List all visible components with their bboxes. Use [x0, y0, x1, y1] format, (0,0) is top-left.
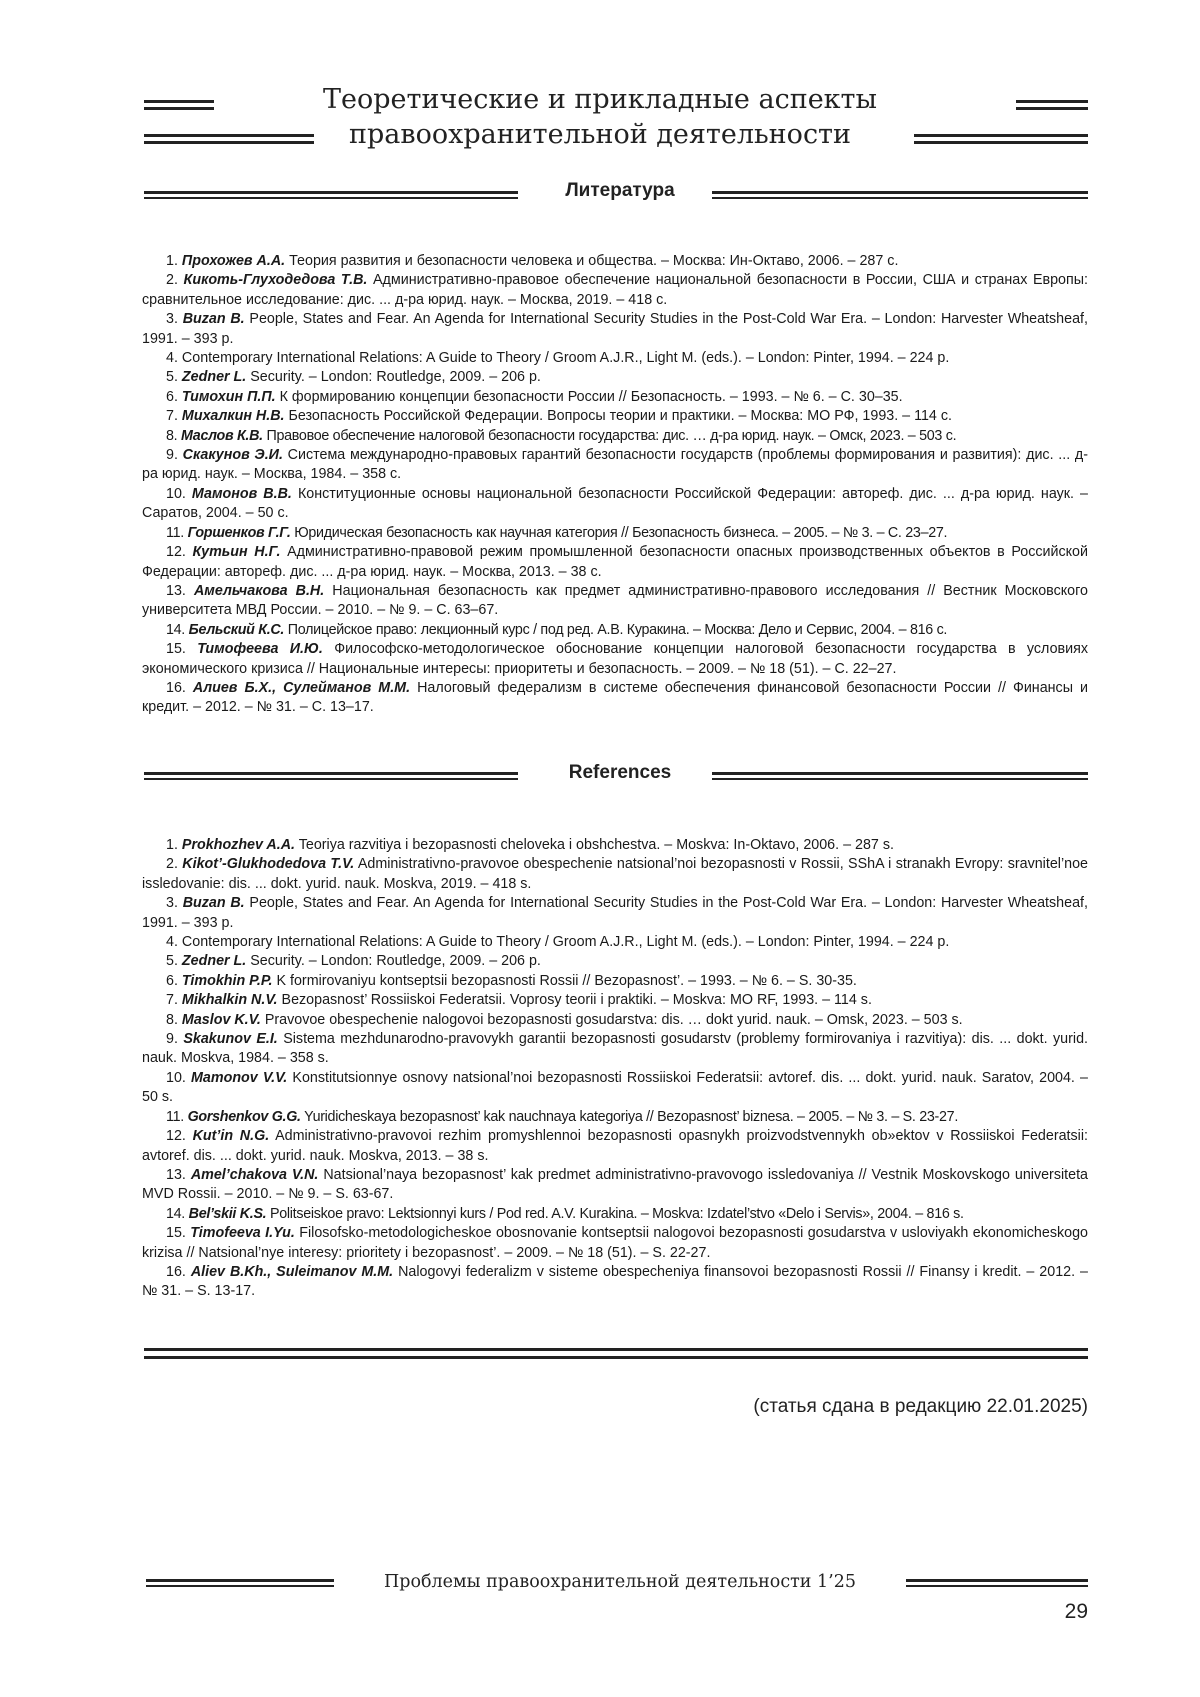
reference-item: 6. Timokhin P.P. K formirovaniyu kontseptsii bezopasnosti Rossii // Bezopasnost’. – 1993. – № 6. – S. 30-35. [142, 972, 1088, 991]
literature-item: 8. Маслов К.В. Правовое обеспечение налоговой безопасности государства: дис. … д-ра юрид. наук. – Омск, 2023. – 503 с. [142, 427, 1088, 446]
literature-item: 1. Прохожев А.А. Теория развития и безопасности человека и общества. – Москва: Ин-Октаво, 2006. – 287 с. [142, 252, 1088, 271]
end-rule [144, 1348, 1088, 1359]
literature-item: 10. Мамонов В.В. Конституционные основы национальной безопасности Российской Федерации: автореф. дис. ... д-ра юрид. наук. – Саратов, 2004. – 50 с. [142, 485, 1088, 524]
literature-list [142, 252, 1088, 718]
literature-item: 11. Горшенков Г.Г. Юридическая безопасность как научная категория // Безопасность бизнеса. – 2005. – № 3. – С. 23–27. [142, 524, 1088, 543]
reference-item: 11. Gorshenkov G.G. Yuridicheskaya bezopasnost’ kak nauchnaya kategoriya // Bezopasnost’ biznesa. – 2005. – № 3. – S. 23-27. [142, 1108, 1088, 1127]
literature-item: 13. Амельчакова В.Н. Национальная безопасность как предмет административно-правового исследования // Вестник Московского университета МВД России. – 2010. – № 9. – С. 63–67. [142, 582, 1088, 621]
header-line-1: Теоретические и прикладные аспекты [300, 82, 900, 117]
reference-item: 14. Bel’skii K.S. Politseiskoe pravo: Lektsionnyi kurs / Pod red. A.V. Kurakina. – Moskva: Izdatel’stvo «Delo i Servis», 2004. – 816 s. [142, 1205, 1088, 1224]
header-line-2: правоохранительной деятельности [300, 117, 900, 152]
reference-item: 12. Kut’in N.G. Administrativno-pravovoi rezhim promyshlennoi bezopasnosti opasnykh proizvodstvennykh ob»ektov v Rossiiskoi Federatsii: avtoref. dis. ... dokt. yurid. nauk. Moskva, 2013. – 38 s. [142, 1127, 1088, 1166]
literature-item: 16. Алиев Б.Х., Сулейманов М.М. Налоговый федерализм в системе обеспечения финансовой безопасности России // Финансы и кредит. – 2012. – № 31. – С. 13–17. [142, 679, 1088, 718]
reference-item: 8. Maslov K.V. Pravovoe obespechenie nalogovoi bezopasnosti gosudarstva: dis. … dokt yurid. nauk. – Omsk, 2023. – 503 s. [142, 1011, 1088, 1030]
reference-item: 5. Zedner L. Security. – London: Routledge, 2009. – 206 p. [142, 952, 1088, 971]
footer-rule-right [906, 1579, 1088, 1587]
reference-item: 7. Mikhalkin N.V. Bezopasnost’ Rossiiskoi Federatsii. Voprosy teorii i praktiki. – Moskva: MO RF, 1993. – 114 s. [142, 991, 1088, 1010]
literature-item: 7. Михалкин Н.В. Безопасность Российской Федерации. Вопросы теории и практики. – Москва: МО РФ, 1993. – 114 с. [142, 407, 1088, 426]
literature-item: 9. Скакунов Э.И. Система международно-правовых гарантий безопасности государств (проблемы формирования и развития): дис. ... д-ра юрид. наук. – Москва, 1984. – 358 с. [142, 446, 1088, 485]
reference-item: 2. Kikot’-Glukhodedova T.V. Administrativno-pravovoe obespechenie natsional’noi bezopasnosti v Rossii, SShA i stranakh Evropy: sravnitel’noe issledovanie: dis. ... dokt. yurid. nauk. Moskva, 2019. – 418 s. [142, 855, 1088, 894]
literature-item: 6. Тимохин П.П. К формированию концепции безопасности России // Безопасность. – 1993. – № 6. – С. 30–35. [142, 388, 1088, 407]
references-rule-right [712, 772, 1088, 780]
literature-item: 2. Кикоть-Глуходедова Т.В. Административно-правовое обеспечение национальной безопасности в России, США и странах Европы: сравнительное исследование: дис. ... д-ра юрид. наук. – Москва, 2019. – 418 с. [142, 271, 1088, 310]
header-rule-left-top [144, 100, 214, 110]
submission-date-note: (статья сдана в редакцию 22.01.2025) [753, 1396, 1088, 1418]
literature-item: 5. Zedner L. Security. – London: Routledge, 2009. – 206 p. [142, 368, 1088, 387]
references-list [142, 836, 1088, 1302]
literature-heading: Литература [520, 180, 720, 202]
footer-rule-left [146, 1579, 334, 1587]
header-rule-right-top [1016, 100, 1088, 110]
literature-item: 12. Кутьин Н.Г. Административно-правовой режим промышленной безопасности опасных производственных объектов в Российской Федерации: автореф. дис. ... д-ра юрид. наук. – Москва, 2013. – 38 с. [142, 543, 1088, 582]
header-rule-left-bottom [144, 134, 314, 144]
references-heading: References [520, 762, 720, 784]
reference-item: 9. Skakunov E.I. Sistema mezhdunarodno-pravovykh garantii bezopasnosti gosudarstv (problemy formirovaniya i razvitiya): dis. ... dokt. yurid. nauk. Moskva, 1984. – 358 s. [142, 1030, 1088, 1069]
header-rule-right-bottom [914, 134, 1088, 144]
reference-item: 3. Buzan B. People, States and Fear. An Agenda for International Security Studies in the Post-Cold War Era. – London: Harvester Wheatsheaf, 1991. – 393 p. [142, 894, 1088, 933]
reference-item: 16. Aliev B.Kh., Suleimanov M.M. Nalogovyi federalizm v sisteme obespecheniya finansovoi bezopasnosti Rossii // Finansy i kredit. – 2012. – № 31. – S. 13-17. [142, 1263, 1088, 1302]
literature-item: 14. Бельский К.С. Полицейское право: лекционный курс / под ред. А.В. Куракина. – Москва: Дело и Сервис, 2004. – 816 с. [142, 621, 1088, 640]
reference-item: 4. Contemporary International Relations: A Guide to Theory / Groom A.J.R., Light M. (eds.). – London: Pinter, 1994. – 224 p. [142, 933, 1088, 952]
literature-rule-left [144, 191, 518, 199]
running-header [300, 82, 900, 152]
literature-item: 15. Тимофеева И.Ю. Философско-методологическое обоснование концепции налоговой безопасности государства в условиях экономического кризиса // Национальные интересы: приоритеты и безопасность. – 2009. – № 18 (51). – С. 22–27. [142, 640, 1088, 679]
reference-item: 10. Mamonov V.V. Konstitutsionnye osnovy natsional’noi bezopasnosti Rossiiskoi Federatsii: avtoref. dis. ... dokt. yurid. nauk. Saratov, 2004. – 50 s. [142, 1069, 1088, 1108]
footer-journal-title: Проблемы правоохранительной деятельности 1’25 [340, 1572, 900, 1592]
reference-item: 13. Amel’chakova V.N. Natsional’naya bezopasnost’ kak predmet administrativno-pravovogo issledovaniya // Vestnik Moskovskogo universiteta MVD Rossii. – 2010. – № 9. – S. 63-67. [142, 1166, 1088, 1205]
literature-item: 3. Buzan B. People, States and Fear. An Agenda for International Security Studies in the Post-Cold War Era. – London: Harvester Wheatsheaf, 1991. – 393 p. [142, 310, 1088, 349]
page-number: 29 [1065, 1600, 1088, 1624]
literature-rule-right [712, 191, 1088, 199]
literature-item: 4. Contemporary International Relations: A Guide to Theory / Groom A.J.R., Light M. (eds.). – London: Pinter, 1994. – 224 p. [142, 349, 1088, 368]
reference-item: 15. Timofeeva I.Yu. Filosofsko-metodologicheskoe obosnovanie kontseptsii nalogovoi bezopasnosti gosudarstva v usloviyakh ekonomicheskogo krizisa // Natsional’nye interesy: prioritety i bezopasnost’. – 2009. – № 18 (51). – S. 22-27. [142, 1224, 1088, 1263]
references-rule-left [144, 772, 518, 780]
reference-item: 1. Prokhozhev A.A. Teoriya razvitiya i bezopasnosti cheloveka i obshchestva. – Moskva: In-Oktavo, 2006. – 287 s. [142, 836, 1088, 855]
